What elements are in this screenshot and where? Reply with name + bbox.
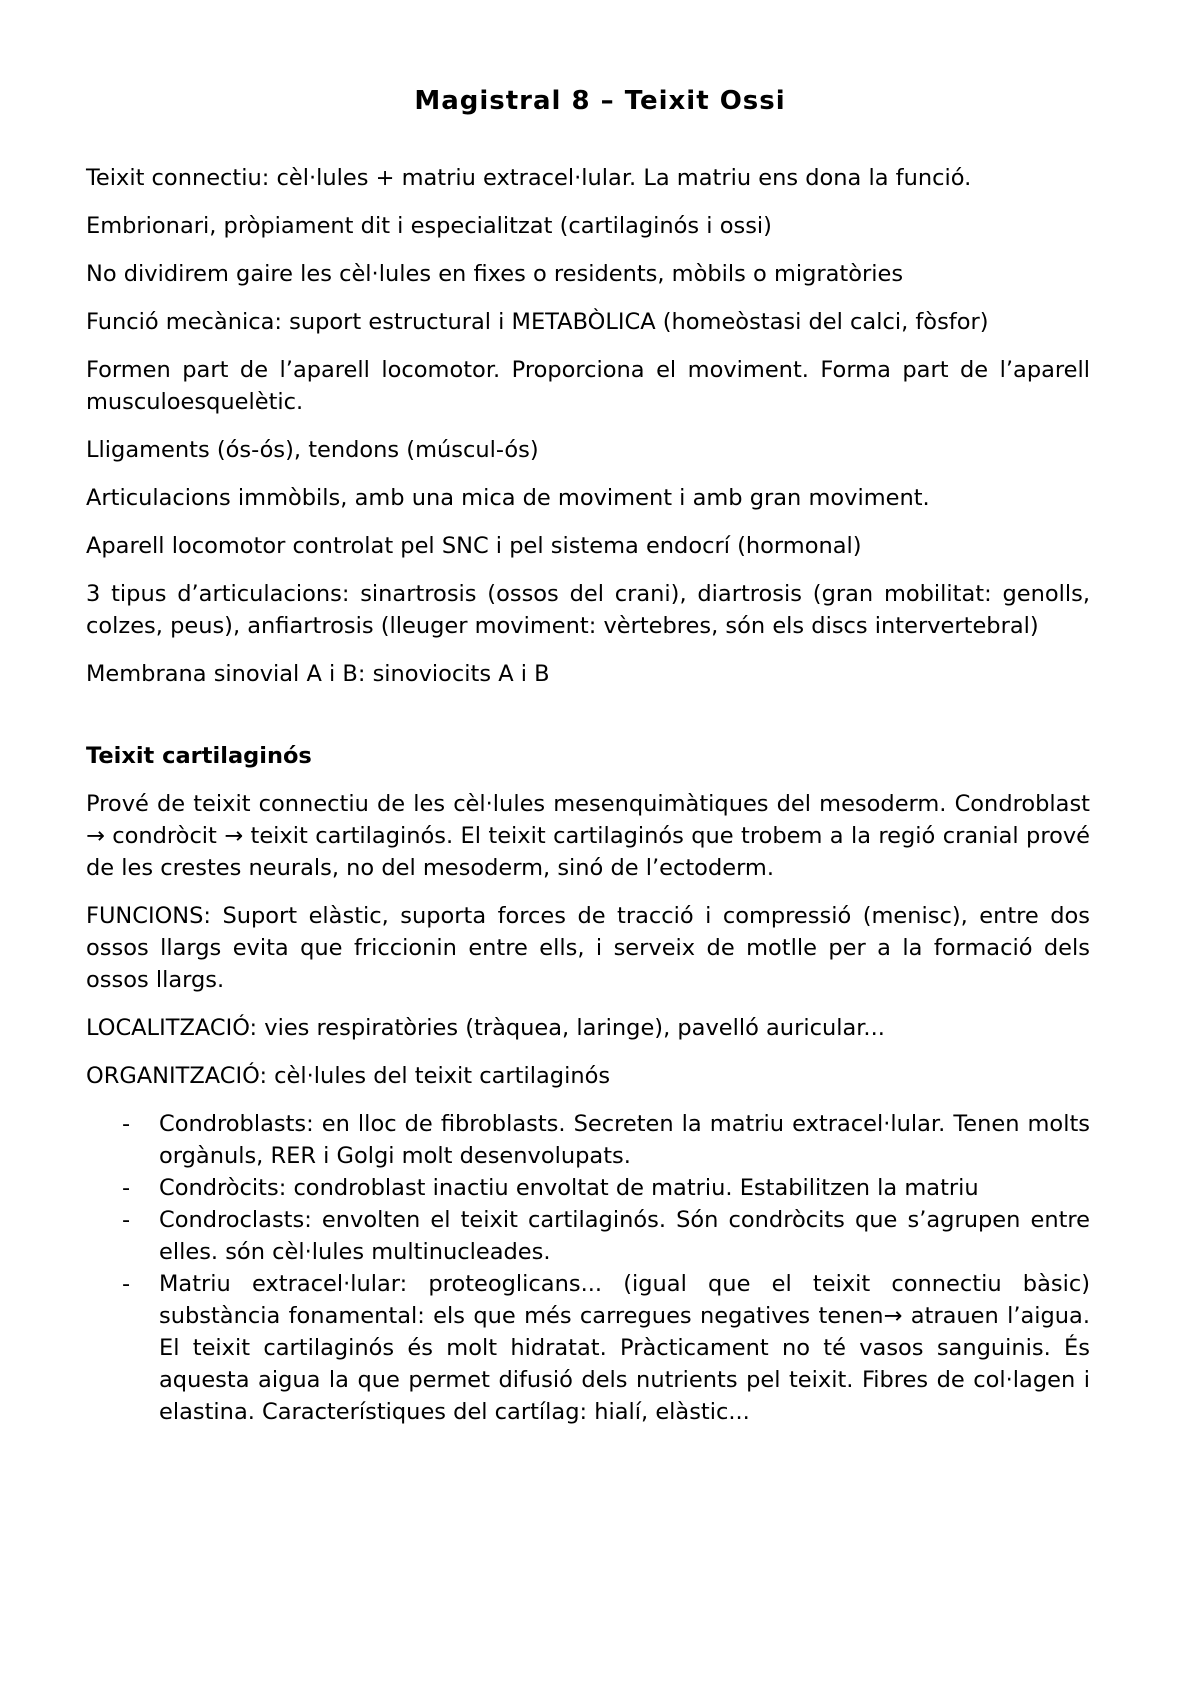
bullet-dash: - (122, 1207, 131, 1233)
paragraph: Teixit connectiu: cèl·lules + matriu extracel·lular. La matriu ens dona la funció. (86, 165, 972, 191)
paragraph: Lligaments (ós-ós), tendons (múscul-ós) (86, 437, 539, 463)
bullet-dash: - (122, 1271, 131, 1297)
bullet-dash: - (122, 1111, 131, 1137)
list-item-text: Condroclasts: envolten el teixit cartilaginós. Són condròcits que s’agrupen entre elles. són cèl·lules multinucleades. (159, 1207, 1090, 1265)
paragraph: 3 tipus d’articulacions: sinartrosis (ossos del crani), diartrosis (gran mobilitat: genolls, colzes, peus), anfiartrosis (lleuger moviment: vèrtebres, són els discs intervertebral) (86, 581, 1090, 639)
paragraph: Embrionari, pròpiament dit i especialitzat (cartilaginós i ossi) (86, 213, 772, 239)
paragraph: Formen part de l’aparell locomotor. Proporciona el moviment. Forma part de l’aparell musculoesquelètic. (86, 357, 1090, 415)
paragraph: Articulacions immòbils, amb una mica de moviment i amb gran moviment. (86, 485, 930, 511)
list-item (86, 1268, 1090, 1428)
list-item-text: Condroblasts: en lloc de fibroblasts. Secreten la matriu extracel·lular. Tenen molts orgànuls, RER i Golgi molt desenvolupats. (159, 1111, 1090, 1169)
document-title: Magistral 8 – Teixit Ossi (414, 86, 786, 116)
list-item (86, 1108, 1090, 1172)
bullet-dash: - (122, 1175, 131, 1201)
paragraph: No dividirem gaire les cèl·lules en fixes o residents, mòbils o migratòries (86, 261, 904, 287)
paragraph: Prové de teixit connectiu de les cèl·lules mesenquimàtiques del mesoderm. Condroblast → condròcit → teixit cartilaginós. El teixit cartilaginós que trobem a la regió cranial prové de les crestes neurals, no del mesoderm, sinó de l’ectoderm. (86, 791, 1090, 881)
intro-section (86, 162, 1090, 690)
paragraph: FUNCIONS: Suport elàstic, suporta forces de tracció i compressió (menisc), entre dos ossos llargs evita que friccionin entre ells, i serveix de motlle per a la formació dels ossos llargs. (86, 903, 1090, 993)
list-item-text: Matriu extracel·lular: proteoglicans... (igual que el teixit connectiu bàsic) substància fonamental: els que més carregues negatives tenen→ atrauen l’aigua. El teixit cartilaginós és molt hidratat. Pràcticament no té vasos sanguinis. És aquesta aigua la que permet difusió dels nutrients pel teixit. Fibres de col·lagen i elastina. Característiques del cartílag: hialí, elàstic... (159, 1271, 1090, 1425)
paragraph: Membrana sinovial A i B: sinoviocits A i B (86, 661, 550, 687)
paragraph: LOCALITZACIÓ: vies respiratòries (tràquea, laringe), pavelló auricular... (86, 1015, 885, 1041)
paragraph: Funció mecànica: suport estructural i METABÒLICA (homeòstasi del calci, fòsfor) (86, 309, 989, 335)
list-item (86, 1172, 1090, 1204)
list-item (86, 1204, 1090, 1268)
bullet-list (86, 1108, 1090, 1428)
section-heading: Teixit cartilaginós (86, 743, 312, 769)
cartilage-section (86, 788, 1090, 1428)
list-item-text: Condròcits: condroblast inactiu envoltat de matriu. Estabilitzen la matriu (159, 1175, 979, 1201)
paragraph: Aparell locomotor controlat pel SNC i pel sistema endocrí (hormonal) (86, 533, 862, 559)
paragraph: ORGANITZACIÓ: cèl·lules del teixit cartilaginós (86, 1063, 611, 1089)
